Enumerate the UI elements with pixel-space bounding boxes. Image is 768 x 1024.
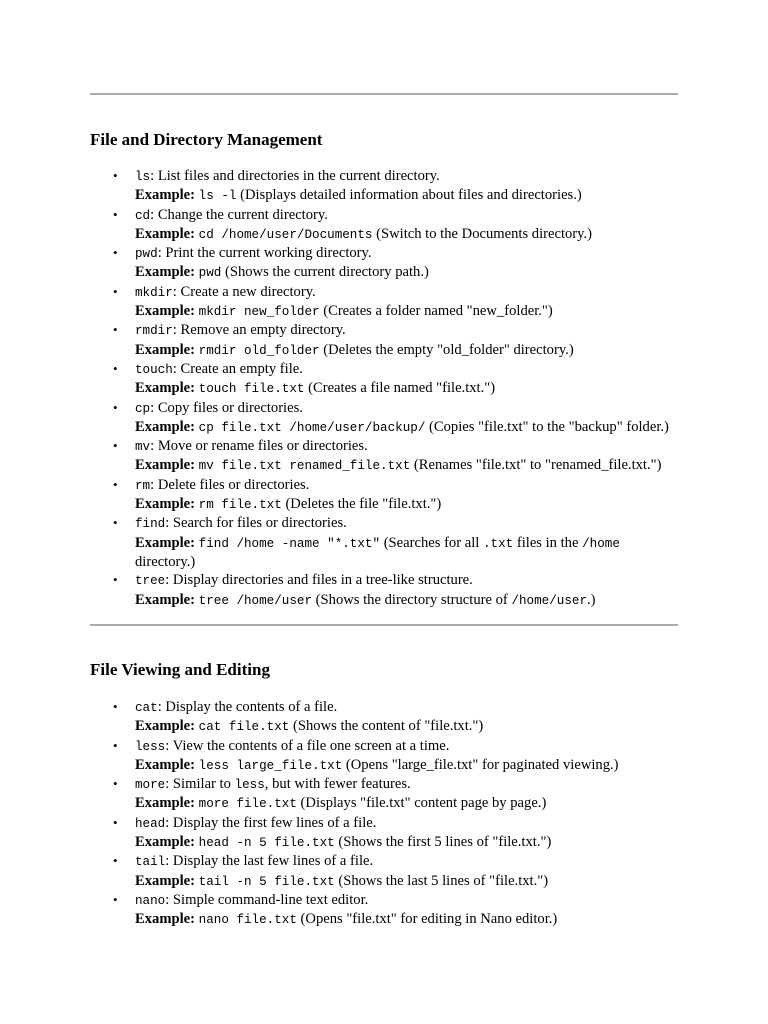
command-item (90, 321, 678, 360)
command-name: head (135, 816, 166, 831)
command-item (90, 206, 678, 245)
horizontal-rule (90, 624, 678, 626)
command-description: : Search for files or directories. (165, 515, 347, 532)
example-label: Example: (135, 591, 195, 608)
bullet-icon: • (113, 476, 118, 492)
inline-code: mv file.txt renamed_file.txt (198, 459, 411, 474)
text-run: (Copies "file.txt" to the "backup" folder.) (425, 418, 669, 435)
command-item (90, 244, 678, 283)
command-item (90, 437, 678, 476)
text-run: : Similar to (165, 776, 235, 793)
inline-code: cp file.txt /home/user/backup/ (198, 420, 426, 435)
inline-code: rmdir old_folder (198, 343, 320, 358)
inline-code: .txt (482, 536, 514, 551)
command-item (90, 775, 678, 814)
text-run: (Creates a folder named "new_folder.") (319, 303, 553, 320)
command-list (90, 167, 678, 610)
inline-code: pwd (198, 266, 222, 281)
command-item (90, 283, 678, 322)
command-name: cp (135, 401, 151, 416)
command-item (90, 476, 678, 515)
inline-code: cat file.txt (198, 720, 290, 735)
command-name: tree (135, 574, 166, 589)
command-name: find (135, 517, 166, 532)
inline-code: tail -n 5 file.txt (198, 874, 335, 889)
command-item (90, 698, 678, 737)
text-run: (Shows the content of "file.txt.") (289, 718, 484, 735)
example-label: Example: (135, 872, 195, 889)
text-run: (Displays "file.txt" content page by page.) (296, 795, 547, 812)
command-name: ls (135, 170, 151, 184)
example-label: Example: (135, 911, 195, 928)
inline-code: nano file.txt (198, 913, 297, 928)
command-description: : Display directories and files in a tree-like structure. (165, 572, 473, 589)
inline-code: rm file.txt (198, 498, 282, 513)
text-run: files in the (513, 534, 583, 551)
command-description: : Copy files or directories. (150, 399, 303, 416)
text-run: (Opens "file.txt" for editing in Nano editor.) (296, 911, 558, 928)
command-name: pwd (135, 247, 158, 262)
command-item (90, 514, 678, 571)
command-name: mkdir (135, 285, 173, 300)
command-description: : Create an empty file. (172, 360, 303, 377)
command-description: : Remove an empty directory. (172, 322, 346, 339)
command-description: : Create a new directory. (172, 283, 316, 300)
bullet-icon: • (113, 245, 118, 261)
example-label: Example: (135, 795, 195, 812)
bullet-icon: • (113, 399, 118, 415)
command-list (90, 698, 678, 930)
command-item (90, 360, 678, 399)
command-name: tail (135, 855, 166, 870)
command-description: : Print the current working directory. (157, 245, 372, 262)
text-run: (Renames "file.txt" to "renamed_file.txt.") (410, 457, 662, 474)
command-item (90, 737, 678, 776)
example-label: Example: (135, 225, 195, 242)
inline-code: less (234, 778, 265, 793)
command-description: : Move or rename files or directories. (150, 438, 368, 455)
command-item (90, 167, 678, 206)
command-name: cd (135, 208, 151, 223)
bullet-icon: • (113, 438, 118, 454)
text-run: (Deletes the empty "old_folder" directory.) (319, 341, 574, 358)
text-run: (Shows the last 5 lines of "file.txt.") (334, 872, 549, 889)
text-run: directory.) (135, 553, 196, 570)
command-name: rm (135, 478, 151, 493)
bullet-icon: • (113, 853, 118, 869)
command-name: touch (135, 362, 173, 377)
example-label: Example: (135, 303, 195, 320)
example-label: Example: (135, 341, 195, 358)
bullet-icon: • (113, 814, 118, 830)
example-label: Example: (135, 457, 195, 474)
text-run: (Shows the directory structure of (312, 591, 512, 608)
section-heading: File Viewing and Editing (90, 660, 270, 679)
bullet-icon: • (113, 699, 118, 714)
text-run: (Creates a file named "file.txt.") (304, 380, 496, 397)
bullet-icon: • (113, 322, 118, 338)
example-label: Example: (135, 534, 195, 551)
command-description: : List files and directories in the current directory. (150, 168, 440, 184)
text-run: (Shows the first 5 lines of "file.txt.") (334, 834, 552, 851)
example-label: Example: (135, 380, 195, 397)
text-run: (Searches for all (380, 534, 483, 551)
bullet-icon: • (113, 515, 118, 531)
command-description: : Display the contents of a file. (157, 699, 338, 715)
bullet-icon: • (113, 168, 118, 183)
text-run: (Opens "large_file.txt" for paginated viewing.) (342, 756, 619, 773)
inline-code: tree /home/user (198, 593, 313, 608)
command-name: less (135, 739, 166, 754)
text-run: (Shows the current directory path.) (221, 264, 429, 281)
command-description: : Delete files or directories. (150, 476, 310, 493)
command-item (90, 814, 678, 853)
section-heading: File and Directory Management (90, 130, 323, 149)
example-label: Example: (135, 756, 195, 773)
inline-code: mkdir new_folder (198, 305, 320, 320)
bullet-icon: • (113, 572, 118, 588)
bullet-icon: • (113, 776, 118, 792)
inline-code: find /home -name "*.txt" (198, 536, 381, 551)
command-name: rmdir (135, 324, 173, 339)
text-run: (Deletes the file "file.txt.") (281, 496, 442, 513)
example-label: Example: (135, 264, 195, 281)
command-description: : Display the first few lines of a file. (165, 814, 377, 831)
inline-code: /home/user (511, 593, 588, 608)
command-item (90, 399, 678, 438)
text-run: (Displays detailed information about files and directories.) (236, 187, 582, 204)
command-name: mv (135, 440, 151, 455)
bullet-icon: • (113, 737, 118, 753)
inline-code: /home (582, 536, 620, 551)
command-description: : Simple command-line text editor. (165, 891, 369, 908)
command-item (90, 891, 678, 930)
text-run: .) (587, 591, 596, 608)
bullet-icon: • (113, 360, 118, 376)
command-description: : Change the current directory. (150, 206, 328, 223)
example-label: Example: (135, 496, 195, 513)
command-item (90, 571, 678, 610)
text-run: , but with fewer features. (264, 776, 411, 793)
command-description: : Display the last few lines of a file. (165, 853, 374, 870)
example-label: Example: (135, 187, 195, 204)
inline-code: more file.txt (198, 797, 297, 812)
command-item (90, 852, 678, 891)
inline-code: less large_file.txt (198, 758, 343, 773)
horizontal-rule (90, 93, 678, 95)
text-run: (Switch to the Documents directory.) (372, 225, 593, 242)
bullet-icon: • (113, 283, 118, 299)
command-description: : View the contents of a file one screen at a time. (165, 737, 450, 754)
bullet-icon: • (113, 891, 118, 907)
inline-code: cd /home/user/Documents (198, 227, 373, 242)
example-label: Example: (135, 418, 195, 435)
inline-code: touch file.txt (198, 382, 305, 397)
inline-code: ls -l (198, 189, 237, 204)
inline-code: head -n 5 file.txt (198, 836, 335, 851)
example-label: Example: (135, 718, 195, 735)
bullet-icon: • (113, 206, 118, 222)
example-label: Example: (135, 834, 195, 851)
command-name: nano (135, 893, 166, 908)
command-name: cat (135, 701, 158, 715)
command-name: more (135, 778, 166, 793)
